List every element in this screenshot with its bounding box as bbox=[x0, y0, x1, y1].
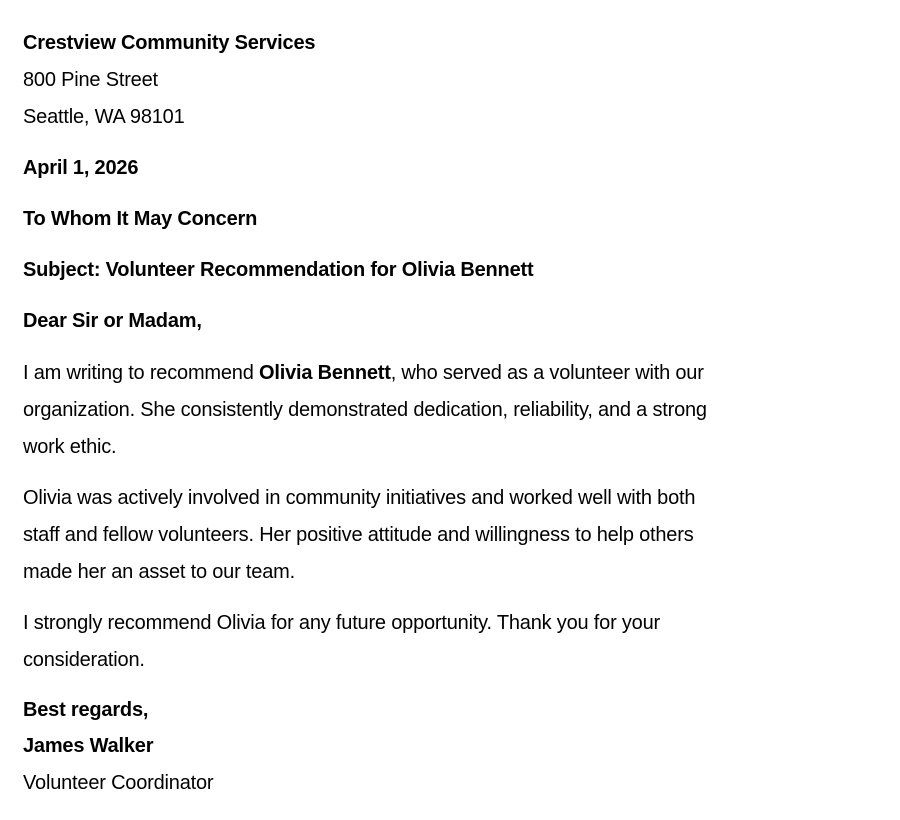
paragraph-line: organization. She consistently demonstrated dedication, reliability, and a strong bbox=[23, 399, 707, 421]
paragraph-line: staff and fellow volunteers. Her positive attitude and willingness to help others bbox=[23, 524, 694, 546]
text-segment: , who served as a volunteer with our bbox=[390, 362, 704, 384]
paragraph-line: consideration. bbox=[23, 649, 145, 671]
paragraph-line: I strongly recommend Olivia for any future opportunity. Thank you for your bbox=[23, 612, 660, 634]
paragraph-line: made her an asset to our team. bbox=[23, 561, 295, 583]
candidate-name: Olivia Bennett bbox=[259, 362, 391, 384]
sender-organization: Crestview Community Services bbox=[23, 32, 316, 54]
signer-title: Volunteer Coordinator bbox=[23, 772, 214, 794]
closing: Best regards, bbox=[23, 699, 149, 721]
paragraph-line bbox=[23, 361, 704, 385]
sender-city: Seattle, WA 98101 bbox=[23, 106, 185, 128]
salutation: Dear Sir or Madam, bbox=[23, 310, 202, 332]
paragraph-line: Olivia was actively involved in community initiatives and worked well with both bbox=[23, 487, 696, 509]
letter-date: April 1, 2026 bbox=[23, 157, 139, 179]
subject-line: Subject: Volunteer Recommendation for Olivia Bennett bbox=[23, 259, 534, 281]
paragraph-line: work ethic. bbox=[23, 436, 117, 458]
text-segment: I am writing to recommend bbox=[23, 362, 259, 384]
sender-street: 800 Pine Street bbox=[23, 69, 158, 91]
signer-name: James Walker bbox=[23, 735, 154, 757]
recipient: To Whom It May Concern bbox=[23, 208, 258, 230]
